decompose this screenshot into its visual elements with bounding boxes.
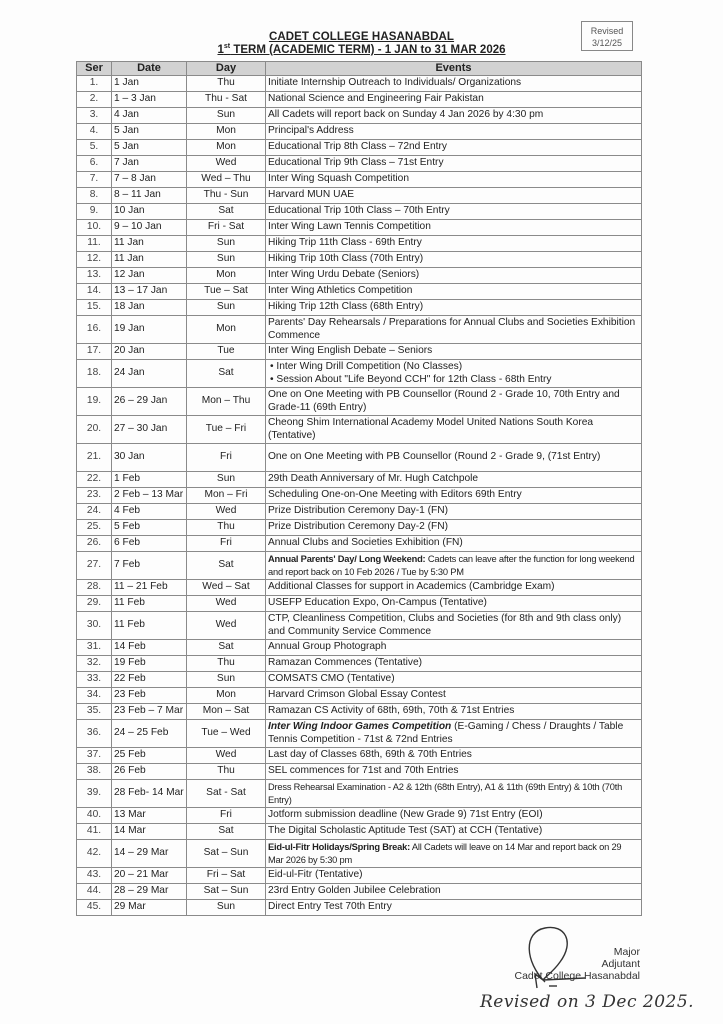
table-row bbox=[77, 188, 642, 204]
table-row bbox=[77, 252, 642, 268]
event-text: 29th Death Anniversary of Mr. Hugh Catchpole bbox=[268, 473, 479, 485]
row-day: Wed bbox=[187, 748, 266, 764]
row-serial: 9. bbox=[77, 204, 112, 220]
row-day: Thu - Sun bbox=[187, 188, 266, 204]
row-serial: 3. bbox=[77, 108, 112, 124]
table-header-row bbox=[77, 62, 642, 76]
event-bullet-item: • Inter Wing Drill Competition (No Classes) bbox=[268, 361, 639, 373]
event-text: USEFP Education Expo, On-Campus (Tentative) bbox=[268, 597, 487, 609]
event-text: Inter Wing Squash Competition bbox=[268, 173, 409, 185]
row-serial: 14. bbox=[77, 284, 112, 300]
event-text: Cadets can leave after the function for long weekend and report back on 10 Feb 2026 / Tue by 5:30 PM bbox=[268, 554, 635, 577]
row-event bbox=[266, 704, 642, 720]
row-date: 11 Jan bbox=[112, 252, 187, 268]
row-day: Sun bbox=[187, 472, 266, 488]
table-row bbox=[77, 472, 642, 488]
row-day: Wed bbox=[187, 156, 266, 172]
table-row bbox=[77, 268, 642, 284]
row-event bbox=[266, 156, 642, 172]
row-date: 11 Jan bbox=[112, 236, 187, 252]
term-title: 1st TERM (ACADEMIC TERM) - 1 JAN to 31 MAR 2026 bbox=[217, 43, 506, 56]
table-row bbox=[77, 140, 642, 156]
row-date: 20 – 21 Mar bbox=[112, 868, 187, 884]
row-date: 4 Feb bbox=[112, 504, 187, 520]
event-text: Eid-ul-Fitr (Tentative) bbox=[268, 869, 363, 881]
row-day: Tue – Fri bbox=[187, 416, 266, 444]
row-event bbox=[266, 300, 642, 316]
row-day: Fri – Sat bbox=[187, 868, 266, 884]
row-day: Sun bbox=[187, 252, 266, 268]
event-text: Jotform submission deadline (New Grade 9) 71st Entry (EOI) bbox=[268, 809, 543, 821]
row-event bbox=[266, 824, 642, 840]
event-text: Hiking Trip 11th Class - 69th Entry bbox=[268, 237, 422, 249]
row-event bbox=[266, 596, 642, 612]
row-day: Sat bbox=[187, 204, 266, 220]
row-serial: 43. bbox=[77, 868, 112, 884]
row-day: Sun bbox=[187, 236, 266, 252]
row-serial: 11. bbox=[77, 236, 112, 252]
row-event bbox=[266, 612, 642, 640]
row-event bbox=[266, 808, 642, 824]
table-row bbox=[77, 688, 642, 704]
row-event bbox=[266, 344, 642, 360]
row-event bbox=[266, 720, 642, 748]
row-event bbox=[266, 188, 642, 204]
table-row bbox=[77, 344, 642, 360]
table-row bbox=[77, 672, 642, 688]
row-serial: 35. bbox=[77, 704, 112, 720]
row-day: Mon – Fri bbox=[187, 488, 266, 504]
table-row bbox=[77, 284, 642, 300]
row-serial: 36. bbox=[77, 720, 112, 748]
table-row bbox=[77, 360, 642, 388]
row-date: 19 Jan bbox=[112, 316, 187, 344]
row-serial: 24. bbox=[77, 504, 112, 520]
row-date: 1 Feb bbox=[112, 472, 187, 488]
row-date: 2 Feb – 13 Mar bbox=[112, 488, 187, 504]
column-header-date: Date bbox=[112, 62, 187, 76]
row-day: Thu - Sat bbox=[187, 92, 266, 108]
row-serial: 42. bbox=[77, 840, 112, 868]
table-row bbox=[77, 704, 642, 720]
row-event bbox=[266, 252, 642, 268]
row-event bbox=[266, 444, 642, 472]
row-event bbox=[266, 416, 642, 444]
row-serial: 37. bbox=[77, 748, 112, 764]
row-date: 14 Mar bbox=[112, 824, 187, 840]
table-row bbox=[77, 884, 642, 900]
row-serial: 8. bbox=[77, 188, 112, 204]
handwritten-revision-note: Revised on 3 Dec 2025. bbox=[480, 992, 695, 1012]
row-serial: 40. bbox=[77, 808, 112, 824]
event-text: Educational Trip 10th Class – 70th Entry bbox=[268, 205, 450, 217]
table-row bbox=[77, 764, 642, 780]
table-row bbox=[77, 656, 642, 672]
row-day: Thu bbox=[187, 656, 266, 672]
row-event bbox=[266, 780, 642, 808]
row-day: Mon bbox=[187, 268, 266, 284]
row-serial: 6. bbox=[77, 156, 112, 172]
signatory-organization: Cadet College Hasanabdal bbox=[514, 970, 640, 982]
row-event bbox=[266, 172, 642, 188]
row-day: Thu bbox=[187, 764, 266, 780]
row-date: 26 Feb bbox=[112, 764, 187, 780]
row-event bbox=[266, 124, 642, 140]
revised-date: 3/12/25 bbox=[591, 38, 623, 48]
events-table-body bbox=[77, 76, 642, 916]
row-serial: 34. bbox=[77, 688, 112, 704]
row-serial: 5. bbox=[77, 140, 112, 156]
row-day: Sat bbox=[187, 824, 266, 840]
row-serial: 1. bbox=[77, 76, 112, 92]
row-serial: 15. bbox=[77, 300, 112, 316]
row-day: Thu bbox=[187, 520, 266, 536]
row-date: 24 Jan bbox=[112, 360, 187, 388]
event-text: Inter Wing Athletics Competition bbox=[268, 285, 413, 297]
row-serial: 4. bbox=[77, 124, 112, 140]
row-day: Sat – Sun bbox=[187, 884, 266, 900]
table-row bbox=[77, 204, 642, 220]
row-date: 7 – 8 Jan bbox=[112, 172, 187, 188]
row-serial: 45. bbox=[77, 900, 112, 916]
table-row bbox=[77, 552, 642, 580]
table-row bbox=[77, 300, 642, 316]
row-event bbox=[266, 580, 642, 596]
row-event bbox=[266, 840, 642, 868]
row-day: Mon – Sat bbox=[187, 704, 266, 720]
row-serial: 10. bbox=[77, 220, 112, 236]
table-row bbox=[77, 536, 642, 552]
table-row bbox=[77, 900, 642, 916]
row-date: 10 Jan bbox=[112, 204, 187, 220]
table-row bbox=[77, 840, 642, 868]
row-event bbox=[266, 108, 642, 124]
event-text: Prize Distribution Ceremony Day-2 (FN) bbox=[268, 521, 449, 533]
row-day: Wed – Sat bbox=[187, 580, 266, 596]
row-serial: 27. bbox=[77, 552, 112, 580]
table-row bbox=[77, 444, 642, 472]
row-event bbox=[266, 748, 642, 764]
event-bullet-item: • Session About "Life Beyond CCH" for 12th Class - 68th Entry bbox=[268, 374, 639, 386]
table-row bbox=[77, 156, 642, 172]
event-text: Harvard Crimson Global Essay Contest bbox=[268, 689, 446, 701]
row-event bbox=[266, 520, 642, 536]
event-text: Hiking Trip 10th Class (70th Entry) bbox=[268, 253, 424, 265]
signatory-rank: Major bbox=[613, 946, 640, 958]
row-date: 11 Feb bbox=[112, 596, 187, 612]
row-event bbox=[266, 884, 642, 900]
row-date: 26 – 29 Jan bbox=[112, 388, 187, 416]
table-row bbox=[77, 236, 642, 252]
table-row bbox=[77, 596, 642, 612]
row-serial: 41. bbox=[77, 824, 112, 840]
event-text: Harvard MUN UAE bbox=[268, 189, 355, 201]
event-text: Inter Wing Lawn Tennis Competition bbox=[268, 221, 431, 233]
row-serial: 31. bbox=[77, 640, 112, 656]
row-event bbox=[266, 640, 642, 656]
table-row bbox=[77, 504, 642, 520]
row-event bbox=[266, 140, 642, 156]
table-row bbox=[77, 124, 642, 140]
row-day: Mon bbox=[187, 316, 266, 344]
table-row bbox=[77, 488, 642, 504]
row-day: Sat bbox=[187, 552, 266, 580]
column-header-events: Events bbox=[266, 62, 642, 76]
row-event bbox=[266, 688, 642, 704]
row-date: 28 Feb- 14 Mar bbox=[112, 780, 187, 808]
row-day: Wed bbox=[187, 596, 266, 612]
row-event bbox=[266, 388, 642, 416]
row-event bbox=[266, 536, 642, 552]
row-event bbox=[266, 472, 642, 488]
row-day: Mon bbox=[187, 688, 266, 704]
row-date: 23 Feb bbox=[112, 688, 187, 704]
row-date: 18 Jan bbox=[112, 300, 187, 316]
row-event bbox=[266, 92, 642, 108]
row-day: Sun bbox=[187, 300, 266, 316]
row-date: 27 – 30 Jan bbox=[112, 416, 187, 444]
row-day: Wed bbox=[187, 504, 266, 520]
row-serial: 18. bbox=[77, 360, 112, 388]
table-row bbox=[77, 780, 642, 808]
row-serial: 30. bbox=[77, 612, 112, 640]
table-row bbox=[77, 640, 642, 656]
event-text: Parents' Day Rehearsals / Preparations for Annual Clubs and Societies Exhibition Commence bbox=[268, 317, 636, 341]
row-serial: 17. bbox=[77, 344, 112, 360]
table-row bbox=[77, 316, 642, 344]
event-text: Educational Trip 9th Class – 71st Entry bbox=[268, 157, 444, 169]
row-serial: 33. bbox=[77, 672, 112, 688]
event-text: Annual Group Photograph bbox=[268, 641, 387, 653]
row-day: Mon bbox=[187, 140, 266, 156]
table-row bbox=[77, 612, 642, 640]
row-day: Sun bbox=[187, 672, 266, 688]
column-header-ser: Ser bbox=[77, 62, 112, 76]
row-serial: 32. bbox=[77, 656, 112, 672]
event-text: Direct Entry Test 70th Entry bbox=[268, 901, 392, 913]
row-serial: 26. bbox=[77, 536, 112, 552]
event-text: Cheong Shim International Academy Model United Nations South Korea (Tentative) bbox=[268, 417, 594, 441]
row-day: Sat bbox=[187, 640, 266, 656]
row-date: 12 Jan bbox=[112, 268, 187, 284]
row-event bbox=[266, 220, 642, 236]
row-date: 5 Jan bbox=[112, 124, 187, 140]
row-date: 30 Jan bbox=[112, 444, 187, 472]
signatory-appointment: Adjutant bbox=[601, 958, 640, 970]
row-event bbox=[266, 236, 642, 252]
event-text: Ramazan CS Activity of 68th, 69th, 70th & 71st Entries bbox=[268, 705, 515, 717]
row-date: 19 Feb bbox=[112, 656, 187, 672]
event-text: Prize Distribution Ceremony Day-1 (FN) bbox=[268, 505, 449, 517]
row-serial: 39. bbox=[77, 780, 112, 808]
event-text: One on One Meeting with PB Counsellor (Round 2 - Grade 9, (71st Entry) bbox=[268, 451, 601, 463]
event-text: 23rd Entry Golden Jubilee Celebration bbox=[268, 885, 441, 897]
row-event bbox=[266, 552, 642, 580]
table-row bbox=[77, 720, 642, 748]
event-text: Inter Wing Urdu Debate (Seniors) bbox=[268, 269, 420, 281]
event-text: CTP, Cleanliness Competition, Clubs and Societies (for 8th and 9th class only) and Community Service Commence bbox=[268, 613, 622, 637]
table-row bbox=[77, 220, 642, 236]
event-text: Principal's Address bbox=[268, 125, 354, 137]
row-serial: 28. bbox=[77, 580, 112, 596]
row-day: Sun bbox=[187, 108, 266, 124]
event-text: Inter Wing English Debate – Seniors bbox=[268, 345, 433, 357]
row-day: Tue – Wed bbox=[187, 720, 266, 748]
table-row bbox=[77, 388, 642, 416]
event-bullet-list bbox=[268, 361, 639, 386]
row-serial: 16. bbox=[77, 316, 112, 344]
row-event bbox=[266, 204, 642, 220]
row-event bbox=[266, 672, 642, 688]
events-table bbox=[76, 61, 642, 916]
event-text: The Digital Scholastic Aptitude Test (SAT) at CCH (Tentative) bbox=[268, 825, 543, 837]
row-day: Fri bbox=[187, 536, 266, 552]
row-date: 6 Feb bbox=[112, 536, 187, 552]
row-date: 28 – 29 Mar bbox=[112, 884, 187, 900]
revised-stamp bbox=[581, 21, 633, 51]
table-row bbox=[77, 824, 642, 840]
row-event bbox=[266, 76, 642, 92]
row-day: Tue – Sat bbox=[187, 284, 266, 300]
row-event bbox=[266, 656, 642, 672]
table-row bbox=[77, 76, 642, 92]
event-text: SEL commences for 71st and 70th Entries bbox=[268, 765, 459, 777]
row-event bbox=[266, 268, 642, 284]
row-date: 4 Jan bbox=[112, 108, 187, 124]
row-event bbox=[266, 488, 642, 504]
row-serial: 29. bbox=[77, 596, 112, 612]
row-serial: 19. bbox=[77, 388, 112, 416]
row-date: 5 Feb bbox=[112, 520, 187, 536]
table-row bbox=[77, 808, 642, 824]
row-serial: 20. bbox=[77, 416, 112, 444]
row-serial: 13. bbox=[77, 268, 112, 284]
event-text: National Science and Engineering Fair Pakistan bbox=[268, 93, 484, 105]
row-event bbox=[266, 284, 642, 300]
table-row bbox=[77, 868, 642, 884]
row-day: Wed bbox=[187, 612, 266, 640]
event-text: Annual Clubs and Societies Exhibition (FN) bbox=[268, 537, 463, 549]
row-day: Tue bbox=[187, 344, 266, 360]
row-serial: 23. bbox=[77, 488, 112, 504]
row-event bbox=[266, 504, 642, 520]
row-serial: 12. bbox=[77, 252, 112, 268]
row-day: Sat – Sun bbox=[187, 840, 266, 868]
row-date: 25 Feb bbox=[112, 748, 187, 764]
event-emphasis: Inter Wing Indoor Games Competition bbox=[268, 721, 452, 733]
row-event bbox=[266, 360, 642, 388]
revised-label: Revised bbox=[590, 26, 624, 36]
row-date: 14 – 29 Mar bbox=[112, 840, 187, 868]
row-day: Fri bbox=[187, 808, 266, 824]
row-date: 11 Feb bbox=[112, 612, 187, 640]
row-event bbox=[266, 868, 642, 884]
table-row bbox=[77, 108, 642, 124]
row-date: 1 Jan bbox=[112, 76, 187, 92]
row-serial: 2. bbox=[77, 92, 112, 108]
event-text: All Cadets will leave on 14 Mar and report back on 29 Mar 2026 by 5:30 pm bbox=[268, 842, 622, 865]
event-text: Initiate Internship Outreach to Individuals/ Organizations bbox=[268, 77, 522, 89]
row-event bbox=[266, 316, 642, 344]
row-day: Fri bbox=[187, 444, 266, 472]
row-day: Thu bbox=[187, 76, 266, 92]
event-text: COMSATS CMO (Tentative) bbox=[268, 673, 395, 685]
row-date: 22 Feb bbox=[112, 672, 187, 688]
event-text: Dress Rehearsal Examination - A2 & 12th (68th Entry), A1 & 11th (69th Entry) & 10th (70th Entry) bbox=[268, 782, 623, 805]
row-date: 13 – 17 Jan bbox=[112, 284, 187, 300]
row-date: 20 Jan bbox=[112, 344, 187, 360]
table-row bbox=[77, 416, 642, 444]
row-serial: 25. bbox=[77, 520, 112, 536]
row-serial: 38. bbox=[77, 764, 112, 780]
event-text: One on One Meeting with PB Counsellor (Round 2 - Grade 10, 70th Entry and Grade-11 (69th Entry) bbox=[268, 389, 620, 413]
row-date: 8 – 11 Jan bbox=[112, 188, 187, 204]
signature-block bbox=[480, 946, 640, 982]
institution-title: CADET COLLEGE HASANABDAL bbox=[268, 31, 455, 43]
row-event bbox=[266, 900, 642, 916]
column-header-day: Day bbox=[187, 62, 266, 76]
row-day: Sun bbox=[187, 900, 266, 916]
row-serial: 7. bbox=[77, 172, 112, 188]
row-serial: 44. bbox=[77, 884, 112, 900]
row-day: Fri - Sat bbox=[187, 220, 266, 236]
table-row bbox=[77, 520, 642, 536]
event-text: All Cadets will report back on Sunday 4 Jan 2026 by 4:30 pm bbox=[268, 109, 544, 121]
row-date: 11 – 21 Feb bbox=[112, 580, 187, 596]
row-date: 24 – 25 Feb bbox=[112, 720, 187, 748]
table-row bbox=[77, 92, 642, 108]
row-date: 29 Mar bbox=[112, 900, 187, 916]
row-date: 7 Jan bbox=[112, 156, 187, 172]
row-date: 9 – 10 Jan bbox=[112, 220, 187, 236]
row-date: 14 Feb bbox=[112, 640, 187, 656]
table-row bbox=[77, 580, 642, 596]
row-day: Mon bbox=[187, 124, 266, 140]
row-date: 5 Jan bbox=[112, 140, 187, 156]
row-day: Sat - Sat bbox=[187, 780, 266, 808]
event-text: Hiking Trip 12th Class (68th Entry) bbox=[268, 301, 424, 313]
event-text: Ramazan Commences (Tentative) bbox=[268, 657, 422, 669]
row-serial: 22. bbox=[77, 472, 112, 488]
row-date: 13 Mar bbox=[112, 808, 187, 824]
event-text: (E-Gaming / Chess / Draughts / Table Tennis Competition - 71st & 72nd Entries bbox=[268, 721, 624, 745]
row-day: Wed – Thu bbox=[187, 172, 266, 188]
row-day: Sat bbox=[187, 360, 266, 388]
row-date: 7 Feb bbox=[112, 552, 187, 580]
row-date: 1 – 3 Jan bbox=[112, 92, 187, 108]
row-event bbox=[266, 764, 642, 780]
row-date: 23 Feb – 7 Mar bbox=[112, 704, 187, 720]
event-text: Scheduling One-on-One Meeting with Editors 69th Entry bbox=[268, 489, 522, 501]
event-text: Educational Trip 8th Class – 72nd Entry bbox=[268, 141, 447, 153]
event-text: Last day of Classes 68th, 69th & 70th Entries bbox=[268, 749, 472, 761]
row-serial: 21. bbox=[77, 444, 112, 472]
row-day: Mon – Thu bbox=[187, 388, 266, 416]
table-row bbox=[77, 172, 642, 188]
event-text: Additional Classes for support in Academics (Cambridge Exam) bbox=[268, 581, 555, 593]
table-row bbox=[77, 748, 642, 764]
event-emphasis: Eid-ul-Fitr Holidays/Spring Break: bbox=[268, 842, 410, 853]
event-emphasis: Annual Parents' Day/ Long Weekend: bbox=[268, 554, 426, 565]
